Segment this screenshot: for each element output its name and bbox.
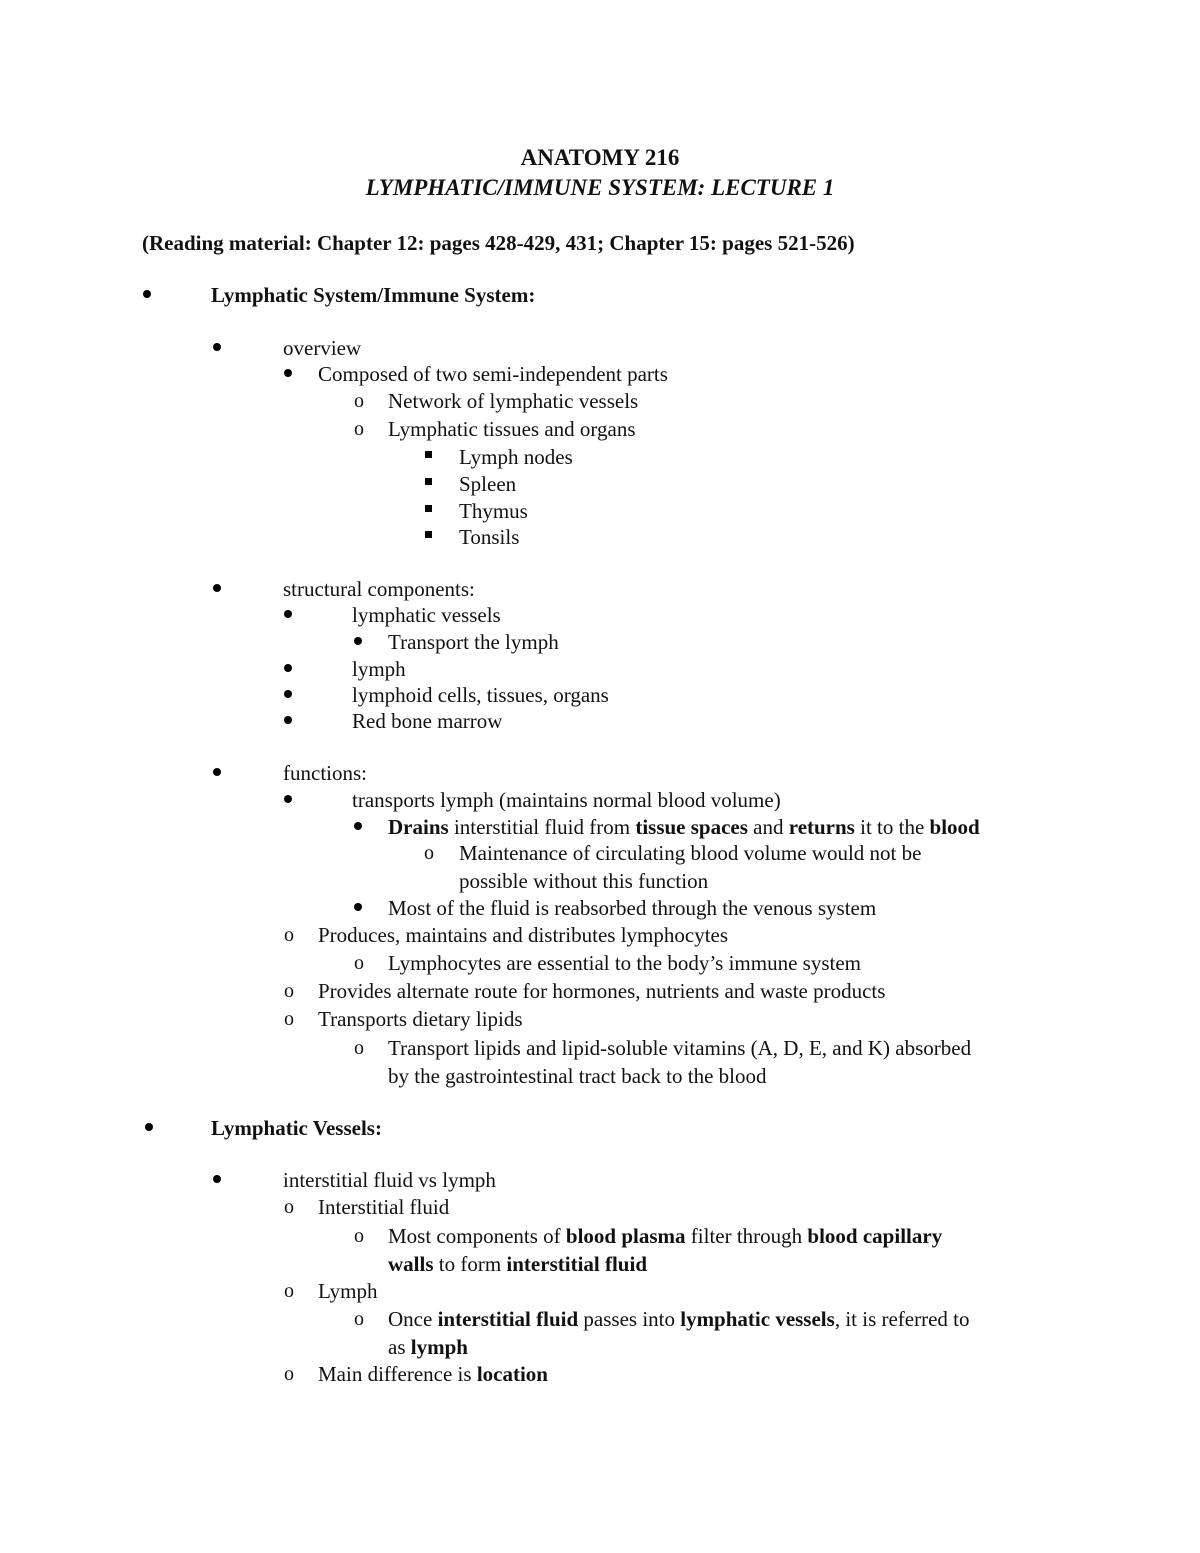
section-heading: Lymphatic Vessels: bbox=[211, 1116, 382, 1140]
bullet-icon bbox=[213, 343, 221, 351]
text-span: to form bbox=[433, 1252, 507, 1276]
list-item: lymphatic vessels bbox=[352, 603, 501, 627]
hollow-bullet-icon: o bbox=[284, 1196, 294, 1218]
list-item: Thymus bbox=[459, 499, 528, 523]
section-heading: Lymphatic System/Immune System: bbox=[211, 283, 536, 307]
list-item: structural components: bbox=[283, 577, 475, 601]
list-item bbox=[388, 1309, 970, 1330]
bold-term: interstitial fluid bbox=[506, 1252, 648, 1276]
bold-term: lymph bbox=[410, 1335, 468, 1359]
doc-title: ANATOMY 216 bbox=[520, 145, 680, 170]
square-bullet-icon bbox=[425, 451, 432, 458]
list-item: Interstitial fluid bbox=[318, 1195, 450, 1219]
list-item: Red bone marrow bbox=[352, 709, 503, 733]
list-item: Transport lipids and lipid-soluble vitamins (A, D, E, and K) absorbed bbox=[388, 1036, 972, 1060]
bold-term: interstitial fluid bbox=[437, 1307, 579, 1331]
text-span: Once bbox=[388, 1307, 438, 1331]
bold-term: lymphatic vessels bbox=[680, 1307, 835, 1331]
list-item: interstitial fluid vs lymph bbox=[283, 1168, 496, 1192]
hollow-bullet-icon: o bbox=[354, 1037, 364, 1059]
list-item: transports lymph (maintains normal blood volume) bbox=[352, 788, 781, 812]
list-item: Composed of two semi-independent parts bbox=[318, 362, 668, 386]
bullet-icon bbox=[354, 903, 362, 911]
list-item: Spleen bbox=[459, 472, 517, 496]
list-item-continuation: by the gastrointestinal tract back to the blood bbox=[388, 1064, 767, 1088]
list-item: Maintenance of circulating blood volume would not be bbox=[459, 841, 922, 865]
text-span: filter through bbox=[685, 1224, 808, 1248]
bullet-icon bbox=[213, 768, 221, 776]
list-item: Lymph nodes bbox=[459, 445, 573, 469]
list-item: Lymph bbox=[318, 1279, 378, 1303]
bold-term: blood capillary bbox=[807, 1224, 943, 1248]
hollow-bullet-icon: o bbox=[284, 1008, 294, 1030]
bold-term: returns bbox=[788, 815, 855, 839]
text-span: Main difference is bbox=[318, 1362, 477, 1386]
hollow-bullet-icon: o bbox=[354, 1225, 364, 1247]
list-item-continuation bbox=[388, 1254, 647, 1275]
bullet-icon bbox=[284, 664, 292, 672]
list-item: Tonsils bbox=[459, 525, 520, 549]
bold-term: location bbox=[476, 1362, 548, 1386]
hollow-bullet-icon: o bbox=[354, 418, 364, 440]
bullet-icon bbox=[284, 610, 292, 618]
text-span: , it is referred to bbox=[834, 1307, 970, 1331]
bullet-icon bbox=[284, 716, 292, 724]
bold-term: blood bbox=[929, 815, 980, 839]
bullet-icon bbox=[284, 369, 292, 377]
list-item: Transport the lymph bbox=[388, 630, 559, 654]
text-span: interstitial fluid from bbox=[448, 815, 636, 839]
text-span: and bbox=[747, 815, 789, 839]
bold-term: Drains bbox=[388, 815, 449, 839]
hollow-bullet-icon: o bbox=[284, 1363, 294, 1385]
list-item: Network of lymphatic vessels bbox=[388, 389, 639, 413]
list-item bbox=[388, 817, 980, 838]
hollow-bullet-icon: o bbox=[424, 842, 434, 864]
text-span: as bbox=[388, 1335, 411, 1359]
list-item: lymphoid cells, tissues, organs bbox=[352, 683, 609, 707]
square-bullet-icon bbox=[425, 478, 432, 485]
hollow-bullet-icon: o bbox=[354, 952, 364, 974]
list-item: overview bbox=[283, 336, 362, 360]
bold-term: blood plasma bbox=[565, 1224, 686, 1248]
list-item: lymph bbox=[352, 657, 406, 681]
list-item: Provides alternate route for hormones, nutrients and waste products bbox=[318, 979, 886, 1003]
list-item: Lymphatic tissues and organs bbox=[388, 417, 636, 441]
list-item: Most of the fluid is reabsorbed through the venous system bbox=[388, 896, 877, 920]
text-span: it to the bbox=[854, 815, 930, 839]
bullet-icon bbox=[284, 690, 292, 698]
list-item-continuation: possible without this function bbox=[459, 869, 709, 893]
bold-term: tissue spaces bbox=[635, 815, 748, 839]
text-span: passes into bbox=[578, 1307, 681, 1331]
doc-subtitle: LYMPHATIC/IMMUNE SYSTEM: LECTURE 1 bbox=[365, 175, 835, 200]
list-item: Lymphocytes are essential to the body’s immune system bbox=[388, 951, 862, 975]
list-item bbox=[388, 1226, 942, 1247]
bullet-icon bbox=[143, 290, 151, 298]
text-span: Most components of bbox=[388, 1224, 566, 1248]
list-item: Transports dietary lipids bbox=[318, 1007, 523, 1031]
bold-term: walls bbox=[388, 1252, 434, 1276]
hollow-bullet-icon: o bbox=[284, 980, 294, 1002]
hollow-bullet-icon: o bbox=[354, 390, 364, 412]
reading-material: (Reading material: Chapter 12: pages 428-429, 431; Chapter 15: pages 521-526) bbox=[142, 231, 855, 255]
list-item bbox=[318, 1364, 548, 1385]
hollow-bullet-icon: o bbox=[284, 924, 294, 946]
bullet-icon bbox=[145, 1123, 153, 1131]
square-bullet-icon bbox=[425, 531, 432, 538]
list-item: Produces, maintains and distributes lymphocytes bbox=[318, 923, 729, 947]
square-bullet-icon bbox=[425, 505, 432, 512]
hollow-bullet-icon: o bbox=[354, 1308, 364, 1330]
bullet-icon bbox=[213, 584, 221, 592]
bullet-icon bbox=[354, 637, 362, 645]
bullet-icon bbox=[213, 1175, 221, 1183]
hollow-bullet-icon: o bbox=[284, 1280, 294, 1302]
list-item: functions: bbox=[283, 761, 367, 785]
list-item-continuation bbox=[388, 1337, 468, 1358]
bullet-icon bbox=[284, 795, 292, 803]
bullet-icon bbox=[354, 822, 362, 830]
